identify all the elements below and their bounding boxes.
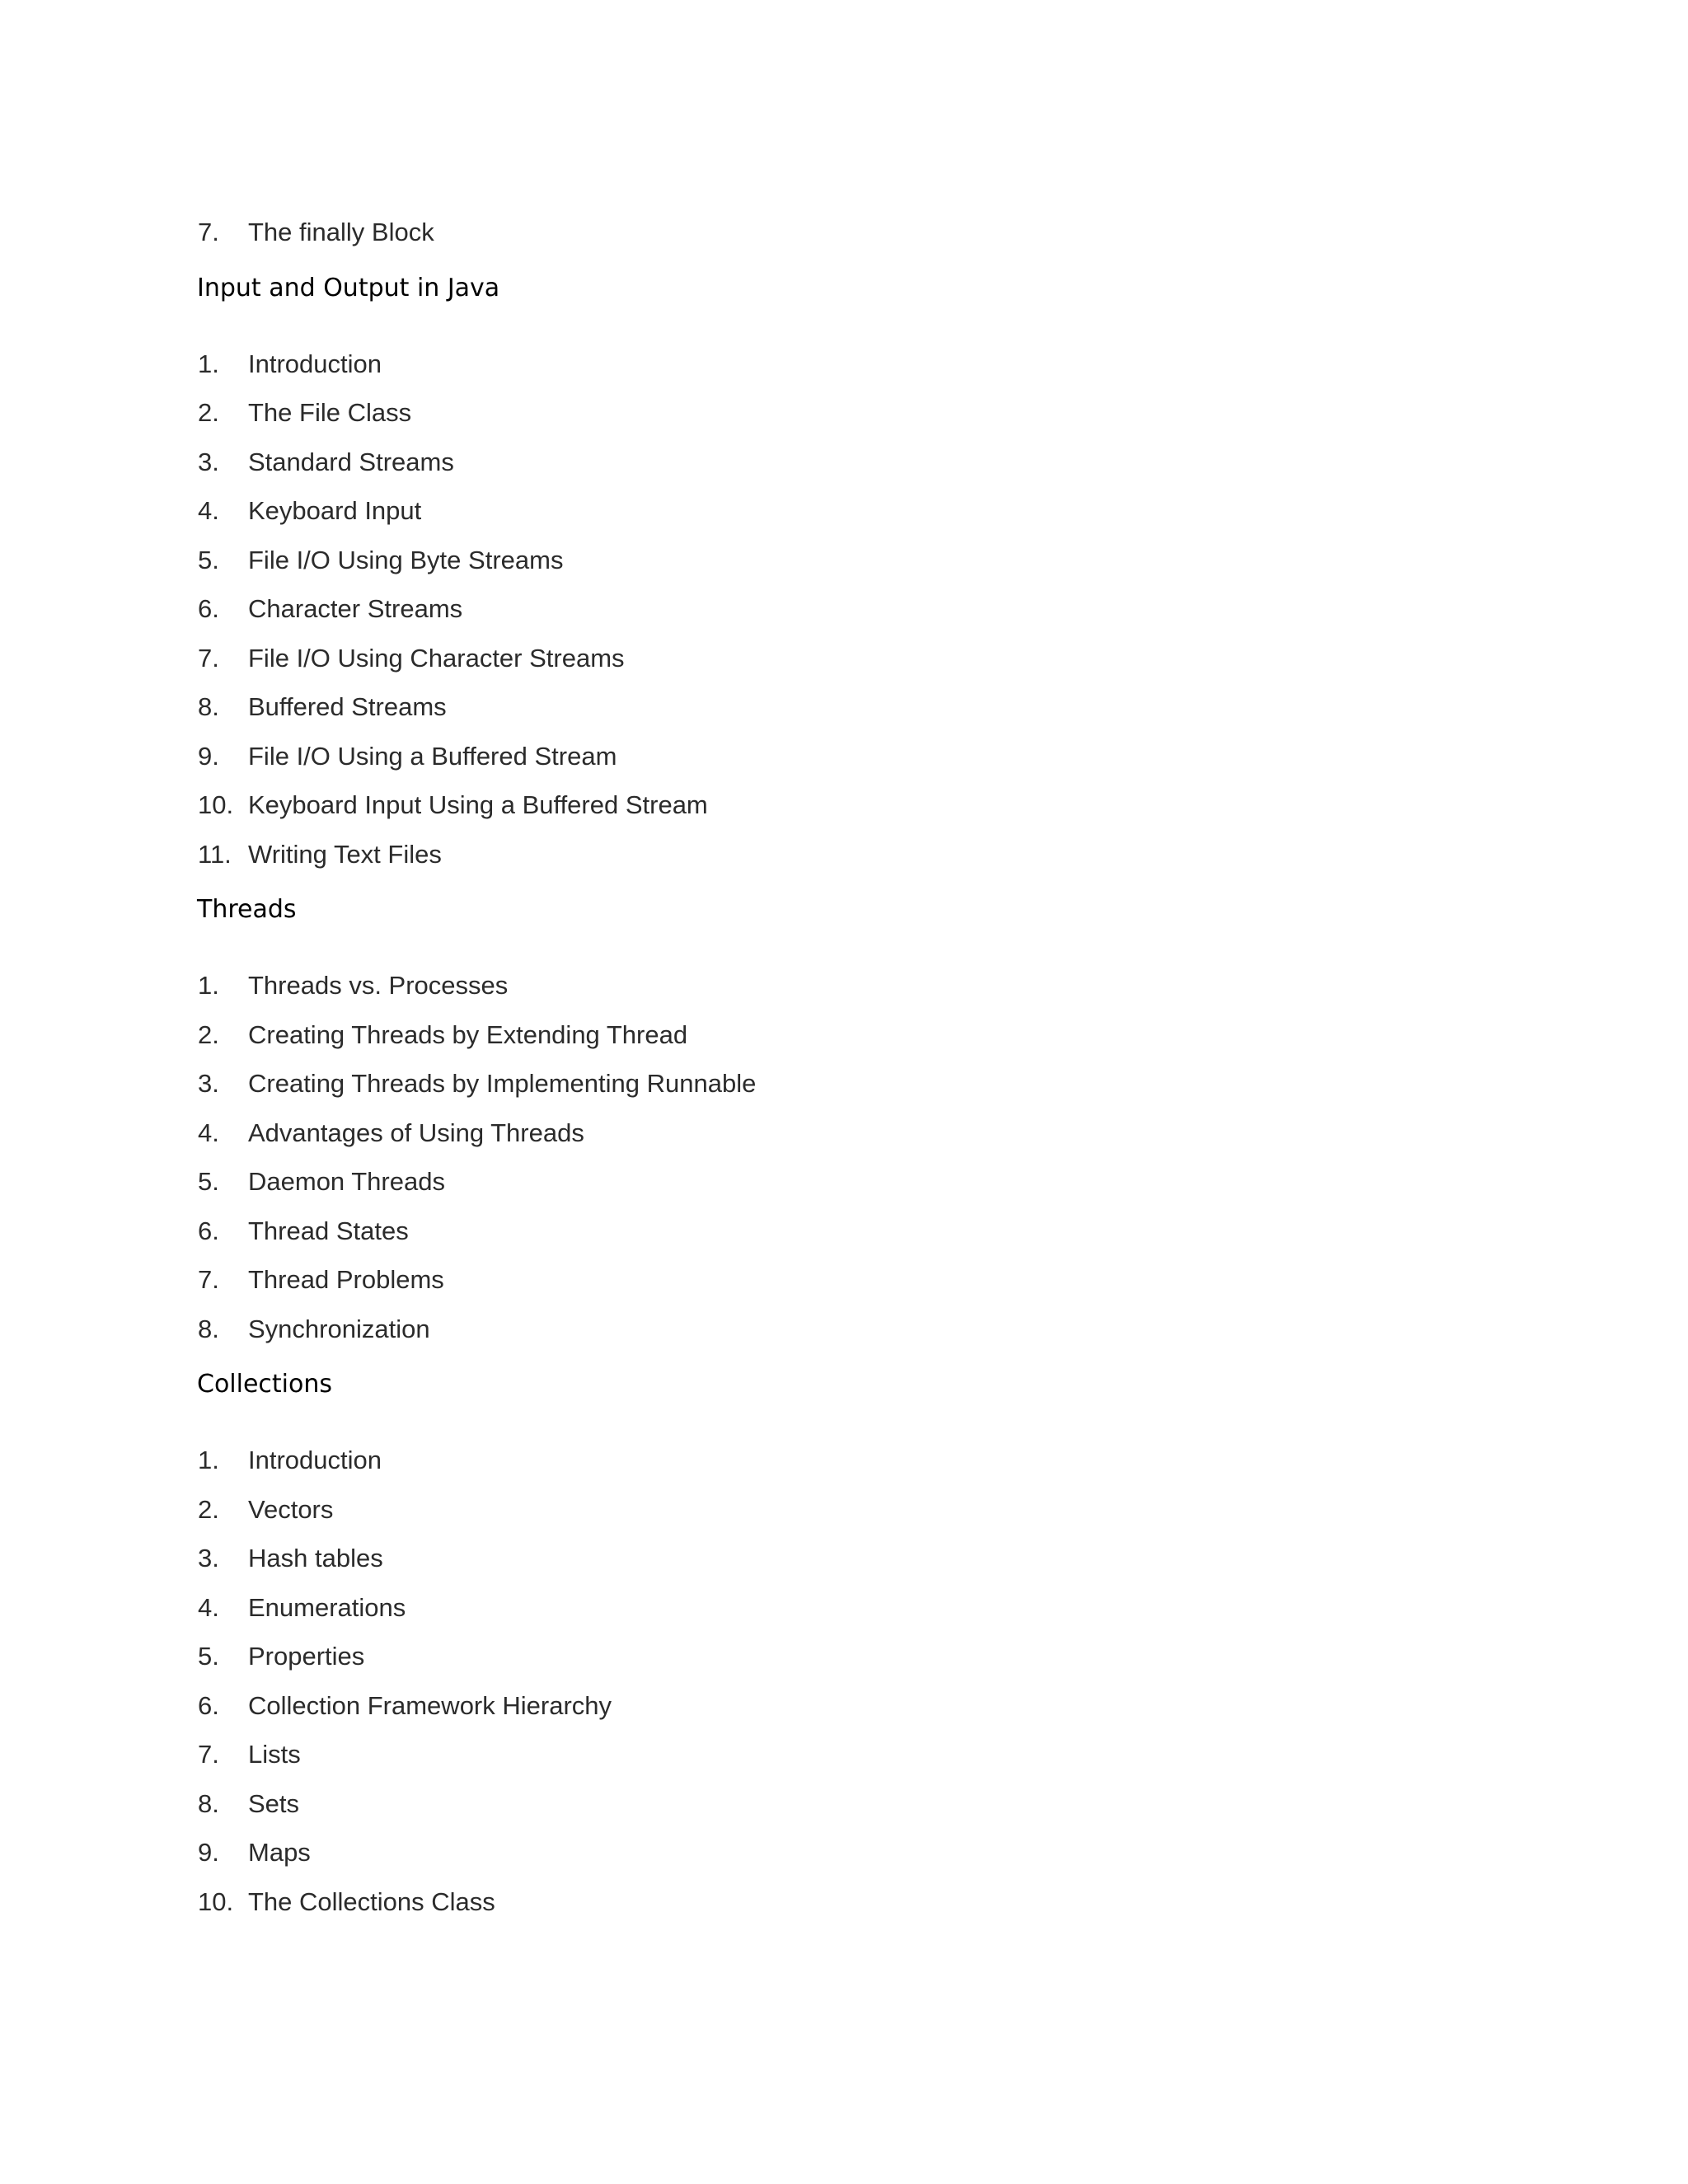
item-number: 7.: [198, 1740, 219, 1769]
list-item: [197, 1108, 1516, 1158]
item-label: Vectors: [248, 1494, 334, 1524]
item-label: Enumerations: [248, 1592, 406, 1622]
item-number: 3.: [198, 447, 219, 476]
item-number: 9.: [198, 1838, 219, 1867]
list-item: [197, 1010, 1516, 1060]
item-number: 1.: [198, 971, 219, 1000]
item-number: 3.: [198, 1544, 219, 1572]
list-item: [197, 1828, 1516, 1877]
item-number: 2.: [198, 398, 219, 427]
item-label: Thread Problems: [248, 1265, 444, 1294]
item-number: 8.: [198, 692, 219, 721]
item-number: 7.: [198, 1265, 219, 1294]
item-number: 6.: [198, 1216, 219, 1245]
item-label: Buffered Streams: [248, 692, 447, 721]
list-item: [197, 830, 1516, 879]
section-threads: [197, 893, 1516, 1353]
item-number: 4.: [198, 496, 219, 525]
item-number: 5.: [198, 545, 219, 574]
item-label: Introduction: [248, 349, 382, 378]
list-item: [197, 961, 1516, 1010]
item-label: Properties: [248, 1642, 365, 1671]
list-item: [197, 584, 1516, 634]
list-item: [197, 1534, 1516, 1583]
item-number: 11.: [198, 839, 232, 869]
item-label: Hash tables: [248, 1544, 383, 1572]
list-item: [197, 1681, 1516, 1731]
item-label: Threads vs. Processes: [248, 971, 509, 1000]
item-label: Keyboard Input: [248, 496, 422, 525]
list-item: [197, 1877, 1516, 1927]
list-item: [197, 486, 1516, 536]
item-label: Thread States: [248, 1216, 409, 1245]
item-number: 3.: [198, 1069, 219, 1098]
table-of-contents: [197, 208, 1516, 1926]
item-label: Daemon Threads: [248, 1167, 445, 1196]
list-item: [197, 732, 1516, 781]
list-item: [197, 388, 1516, 438]
item-label: File I/O Using Character Streams: [248, 643, 625, 673]
list-item: [197, 1305, 1516, 1354]
list-item: [197, 1157, 1516, 1207]
list-item: [197, 536, 1516, 585]
item-number: 1.: [198, 349, 219, 378]
item-label: Character Streams: [248, 594, 463, 623]
list-item: [197, 780, 1516, 830]
item-number: 4.: [198, 1118, 219, 1147]
item-number: 8.: [198, 1314, 219, 1343]
item-label: Synchronization: [248, 1314, 430, 1343]
item-number: 2.: [198, 1494, 219, 1524]
section-input-output: [197, 272, 1516, 879]
item-label: Creating Threads by Implementing Runnable: [248, 1069, 757, 1098]
item-label: File I/O Using a Buffered Stream: [248, 741, 617, 771]
item-label: The Collections Class: [248, 1886, 495, 1916]
section-heading: Collections: [197, 1370, 333, 1399]
list-item: [197, 1207, 1516, 1256]
list-item: [197, 1779, 1516, 1829]
item-number: 2.: [198, 1019, 219, 1049]
item-number: 6.: [198, 1690, 219, 1720]
section-heading: Threads: [197, 895, 297, 924]
list-item: [197, 682, 1516, 732]
item-label: Collection Framework Hierarchy: [248, 1690, 612, 1720]
list-item: [197, 340, 1516, 389]
list-item: [197, 1583, 1516, 1633]
list-item: [197, 1059, 1516, 1108]
item-label: Lists: [248, 1740, 301, 1769]
item-label: The finally Block: [248, 218, 434, 246]
list-item: [197, 1255, 1516, 1305]
item-number: 4.: [198, 1592, 219, 1622]
item-number: 5.: [198, 1167, 219, 1196]
list-item: [197, 1485, 1516, 1535]
item-number: 1.: [198, 1446, 219, 1474]
item-number: 7.: [198, 218, 219, 246]
list-item: [197, 1436, 1516, 1485]
item-number: 6.: [198, 594, 219, 623]
list-item: [197, 1632, 1516, 1681]
item-number: 9.: [198, 741, 219, 771]
section-heading: Input and Output in Java: [197, 273, 500, 302]
item-label: Introduction: [248, 1446, 382, 1474]
list-item: [197, 438, 1516, 487]
item-label: Writing Text Files: [248, 839, 442, 869]
list-item: [197, 1730, 1516, 1779]
item-label: Sets: [248, 1788, 300, 1818]
item-number: 7.: [198, 643, 219, 673]
item-number: 10.: [198, 1886, 234, 1916]
item-number: 10.: [198, 790, 234, 819]
item-label: Advantages of Using Threads: [248, 1118, 584, 1147]
section-collections: [197, 1368, 1516, 1926]
item-number: 5.: [198, 1642, 219, 1671]
item-label: Creating Threads by Extending Thread: [248, 1019, 688, 1049]
list-item: [197, 634, 1516, 683]
item-label: File I/O Using Byte Streams: [248, 545, 564, 574]
item-label: Maps: [248, 1838, 311, 1867]
item-number: 8.: [198, 1788, 219, 1818]
list-item: [197, 208, 1516, 257]
item-label: Standard Streams: [248, 447, 454, 476]
item-label: The File Class: [248, 398, 412, 427]
item-label: Keyboard Input Using a Buffered Stream: [248, 790, 708, 819]
